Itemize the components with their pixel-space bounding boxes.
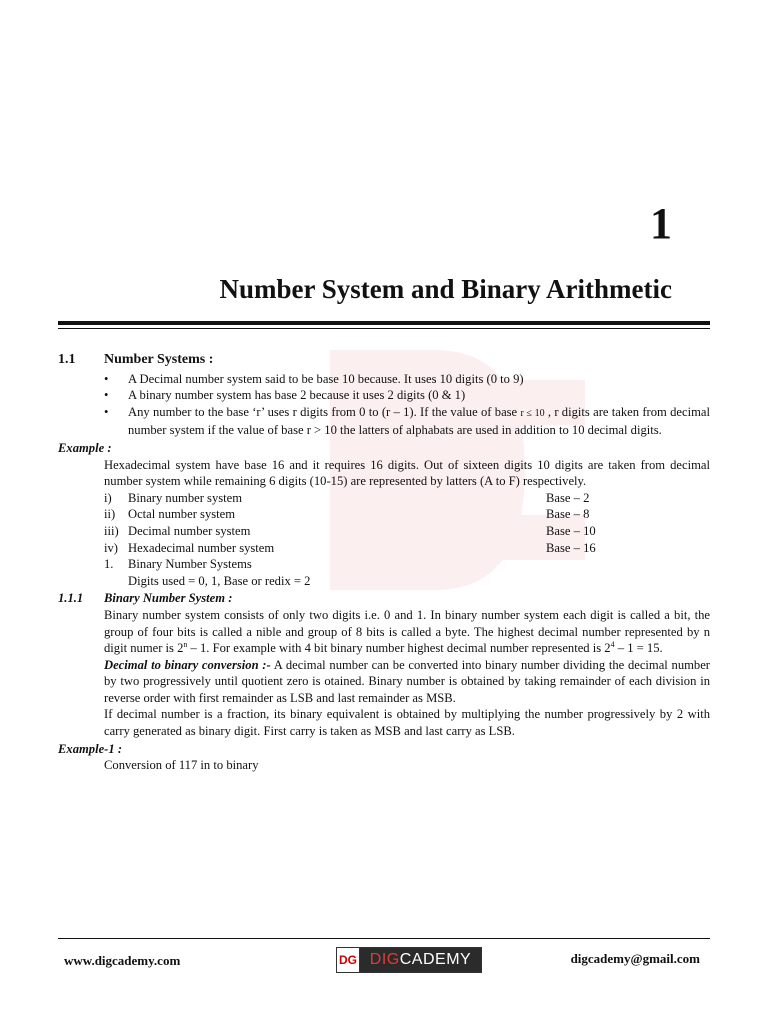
example-text: Hexadecimal system have base 16 and it requires 16 digits. Out of sixteen digits 10 digits are taken from decimal number system while remaining 6 digits (10-15) are represented by latters (A to F) respectively. <box>104 457 710 489</box>
table-row: i) Binary number system Base – 2 <box>104 490 590 505</box>
section-number: 1.1 <box>58 352 76 367</box>
title-divider-thin <box>58 328 710 329</box>
section-title: Binary Number System : <box>104 591 233 606</box>
chapter-title: Number System and Binary Arithmetic <box>219 274 672 304</box>
chapter-number: 1 <box>650 199 672 248</box>
footer-logo <box>336 947 482 973</box>
logo-wordmark: DIG CADEMY <box>360 948 481 972</box>
table-row: iv) Hexadecimal number system Base – 16 <box>104 540 596 555</box>
example-label: Example : <box>58 440 112 455</box>
table-row: iii) Decimal number system Base – 10 <box>104 523 596 538</box>
footer-email: digcademy@gmail.com <box>570 951 700 966</box>
section-heading-1-1-1 <box>58 590 710 607</box>
bullet-list <box>58 371 710 439</box>
conversion-paragraph: Decimal to binary conversion :- A decimal number can be converted into binary number dividing the decimal number by two progressively until quotient zero is otained. Binary number is obtained by taking remainder of each division in reverse order with first remainder as LSB and last remainder as MSB. <box>104 657 710 705</box>
section-title: Number Systems : <box>104 352 214 367</box>
footer-divider <box>58 938 710 939</box>
title-divider-thick <box>58 321 710 325</box>
section-heading-1-1 <box>58 352 710 369</box>
table-row: ii) Octal number system Base – 8 <box>104 507 590 522</box>
example-1-label: Example-1 : <box>58 741 123 756</box>
list-item: 1. Binary Number Systems <box>104 557 252 572</box>
conversion-label: Decimal to binary conversion :- <box>104 657 271 672</box>
bullet-icon: • <box>104 404 109 419</box>
bullet-icon: • <box>104 371 109 386</box>
example-1-text: Conversion of 117 in to binary <box>104 758 259 773</box>
logo-icon: DG <box>337 948 360 972</box>
fraction-paragraph: If decimal number is a fraction, its binary equivalent is obtained by multiplying the number progressively by 2 with carry generated as binary digit. First carry is taken as MSB and last carry as LSB. <box>104 707 710 739</box>
binary-paragraph: Binary number system consists of only two digits i.e. 0 and 1. In binary number system each digit is called a bit, the group of four bits is called a nible and group of 8 bits is called a byte. The highest decimal number represented by n digit numer is 2$^n$ – 1. For example with 4 bit binary number highest decimal number represented is $2^4 - 1 = 15$. <box>104 607 710 656</box>
bullet-icon: • <box>104 388 109 403</box>
list-item: • A Decimal number system said to be base 10 because. It uses 10 digits (0 to 9) <box>104 371 524 386</box>
footer-website: www.digcademy.com <box>64 953 181 968</box>
section-number: 1.1.1 <box>58 591 84 606</box>
digits-used: Digits used = 0, 1, Base or redix = 2 <box>128 573 311 588</box>
list-item: • A binary number system has base 2 because it uses 2 digits (0 & 1) <box>104 388 466 403</box>
list-item: • Any number to the base ‘r’ uses r digits from 0 to (r – 1). If the value of base r ≤ 10 , r digits are taken from decimal number system if the value of base r > 10 the latters of alphabats are used in addition to 10 decimal digits. <box>104 404 710 438</box>
base-condition: r ≤ 10 <box>520 407 545 419</box>
page-content <box>58 348 710 774</box>
